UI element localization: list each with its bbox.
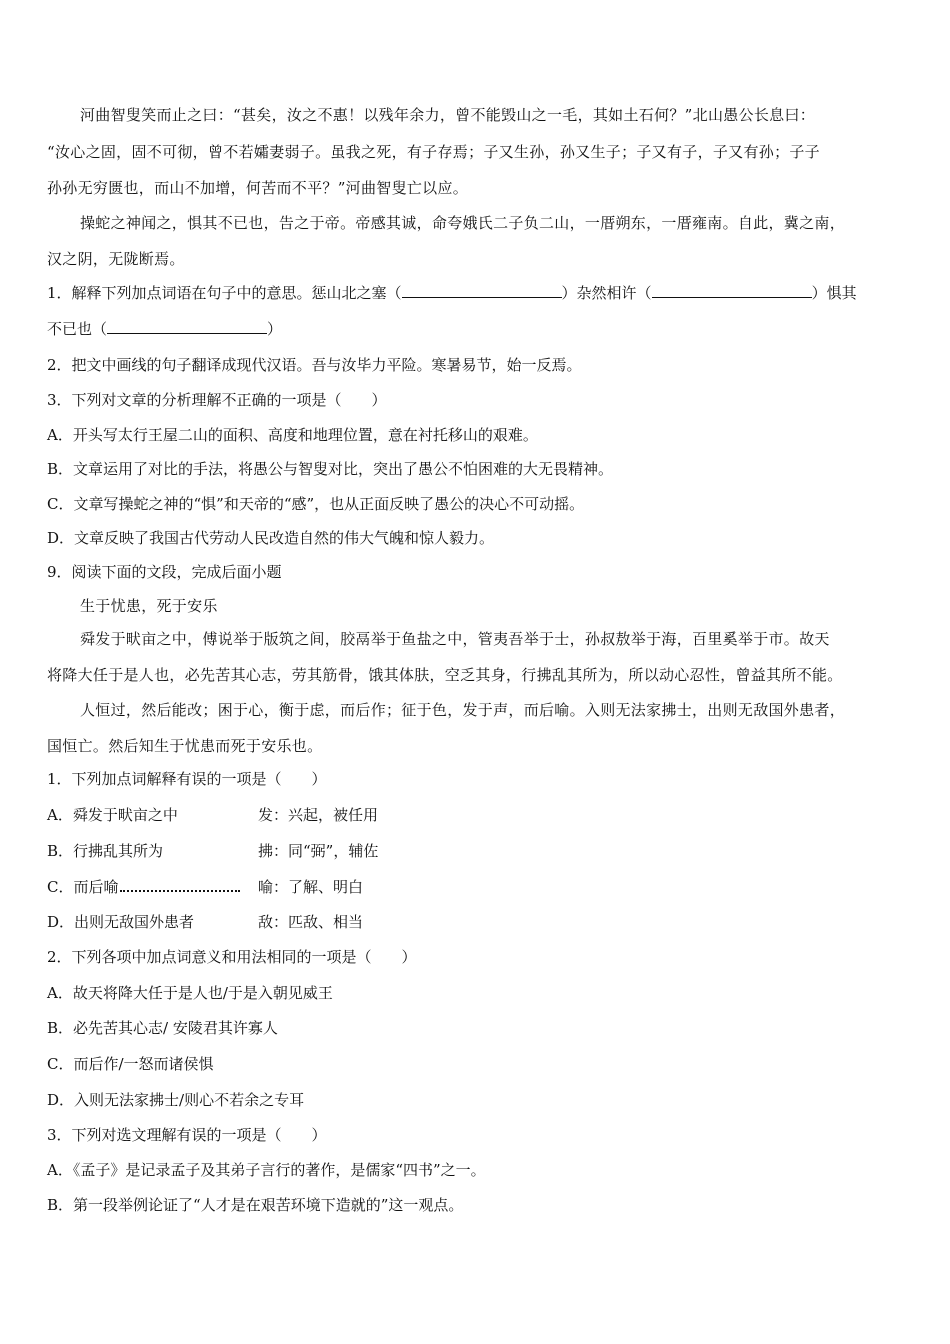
option-a: A．故天将降大任于是人也/于是入朝见威王 — [47, 984, 333, 1002]
answer-blank-1[interactable] — [402, 283, 562, 298]
option-c: C．文章写操蛇之神的“惧”和天帝的“感”，也从正面反映了愚公的决心不可动摇。 — [47, 495, 585, 513]
passage1-line: 孙孙无穷匮也，而山不加增，何苦而不平？”河曲智叟亡以应。 — [47, 179, 469, 197]
question-3: 3．下列对文章的分析理解不正确的一项是（ ） — [47, 391, 387, 409]
passage2-line: 将降大任于是人也，必先苦其心志，劳其筋骨，饿其体肤，空乏其身，行拂乱其所为，所以动心忍性，曾益其所不能。 — [47, 666, 843, 684]
section-title: 生于忧患，死于安乐 — [80, 597, 218, 615]
passage2-line: 人恒过，然后能改；困于心，衡于虑，而后作；征于色，发于声，而后喻。入则无法家拂士，出则无敌国外患者， — [80, 701, 846, 719]
question-3: 3．下列对选文理解有误的一项是（ ） — [47, 1126, 327, 1144]
passage1-line: 河曲智叟笑而止之曰：“甚矣，汝之不惠！以残年余力，曾不能毁山之一毛，其如土石何？”北山愚公长息曰： — [80, 106, 816, 124]
answer-blank-3[interactable] — [107, 319, 267, 334]
question-2: 2．下列各项中加点词意义和用法相同的一项是（ ） — [47, 948, 417, 966]
option-b: B．行拂乱其所为 拂：同“弼”，辅佐 — [47, 842, 379, 860]
question-1: 1．解释下列加点词语在句子中的意思。惩山北之塞（ ）杂然相许（ ）惧其 — [47, 284, 857, 302]
option-b: B．第一段举例论证了“人才是在艰苦环境下造就的”这一观点。 — [47, 1196, 464, 1214]
option-b: B．文章运用了对比的手法，将愚公与智叟对比，突出了愚公不怕困难的大无畏精神。 — [47, 460, 614, 478]
passage1-line: 汉之阴，无陇断焉。 — [47, 250, 185, 268]
passage1-line: “汝心之固，固不可彻，曾不若孀妻弱子。虽我之死，有子存焉；子又生孙，孙又生子；子又有子，子又有孙；子子 — [47, 143, 820, 161]
passage1-line: 操蛇之神闻之，惧其不已也，告之于帝。帝感其诚，命夸娥氏二子负二山，一厝朔东，一厝雍南。自此，冀之南， — [80, 214, 846, 232]
option-b: B．必先苦其心志/ 安陵君其许寡人 — [47, 1019, 278, 1037]
question-1: 1．下列加点词解释有误的一项是（ ） — [47, 770, 327, 788]
question-2: 2．把文中画线的句子翻译成现代汉语。吾与汝毕力平险。寒暑易节，始一反焉。 — [47, 356, 582, 374]
option-d: D．文章反映了我国古代劳动人民改造自然的伟大气魄和惊人毅力。 — [47, 529, 495, 547]
section-heading: 9．阅读下面的文段，完成后面小题 — [47, 563, 282, 581]
passage2-line: 国恒亡。然后知生于忧患而死于安乐也。 — [47, 737, 323, 755]
option-a: A．开头写太行王屋二山的面积、高度和地理位置，意在衬托移山的艰难。 — [47, 426, 538, 444]
option-a: A．舜发于畎亩之中 发：兴起，被任用 — [47, 806, 379, 824]
option-c: C．而后作/一怒而诸侯惧 — [47, 1055, 214, 1073]
passage2-line: 舜发于畎亩之中，傅说举于版筑之间，胶鬲举于鱼盐之中，管夷吾举于士，孙叔敖举于海，百里奚举于市。故天 — [80, 630, 830, 648]
option-c: C．而后喻 喻：了解、明白 — [47, 878, 364, 896]
option-a: A．《孟子》是记录孟子及其弟子言行的著作，是儒家“四书”之一。 — [47, 1161, 486, 1179]
answer-blank-2[interactable] — [652, 283, 812, 298]
question-1-cont: 不已也（ ） — [47, 320, 283, 338]
dot-leader — [120, 880, 240, 892]
option-d: D．出则无敌国外患者 敌：匹敌、相当 — [47, 913, 364, 931]
option-d: D．入则无法家拂士/则心不若余之专耳 — [47, 1091, 305, 1109]
